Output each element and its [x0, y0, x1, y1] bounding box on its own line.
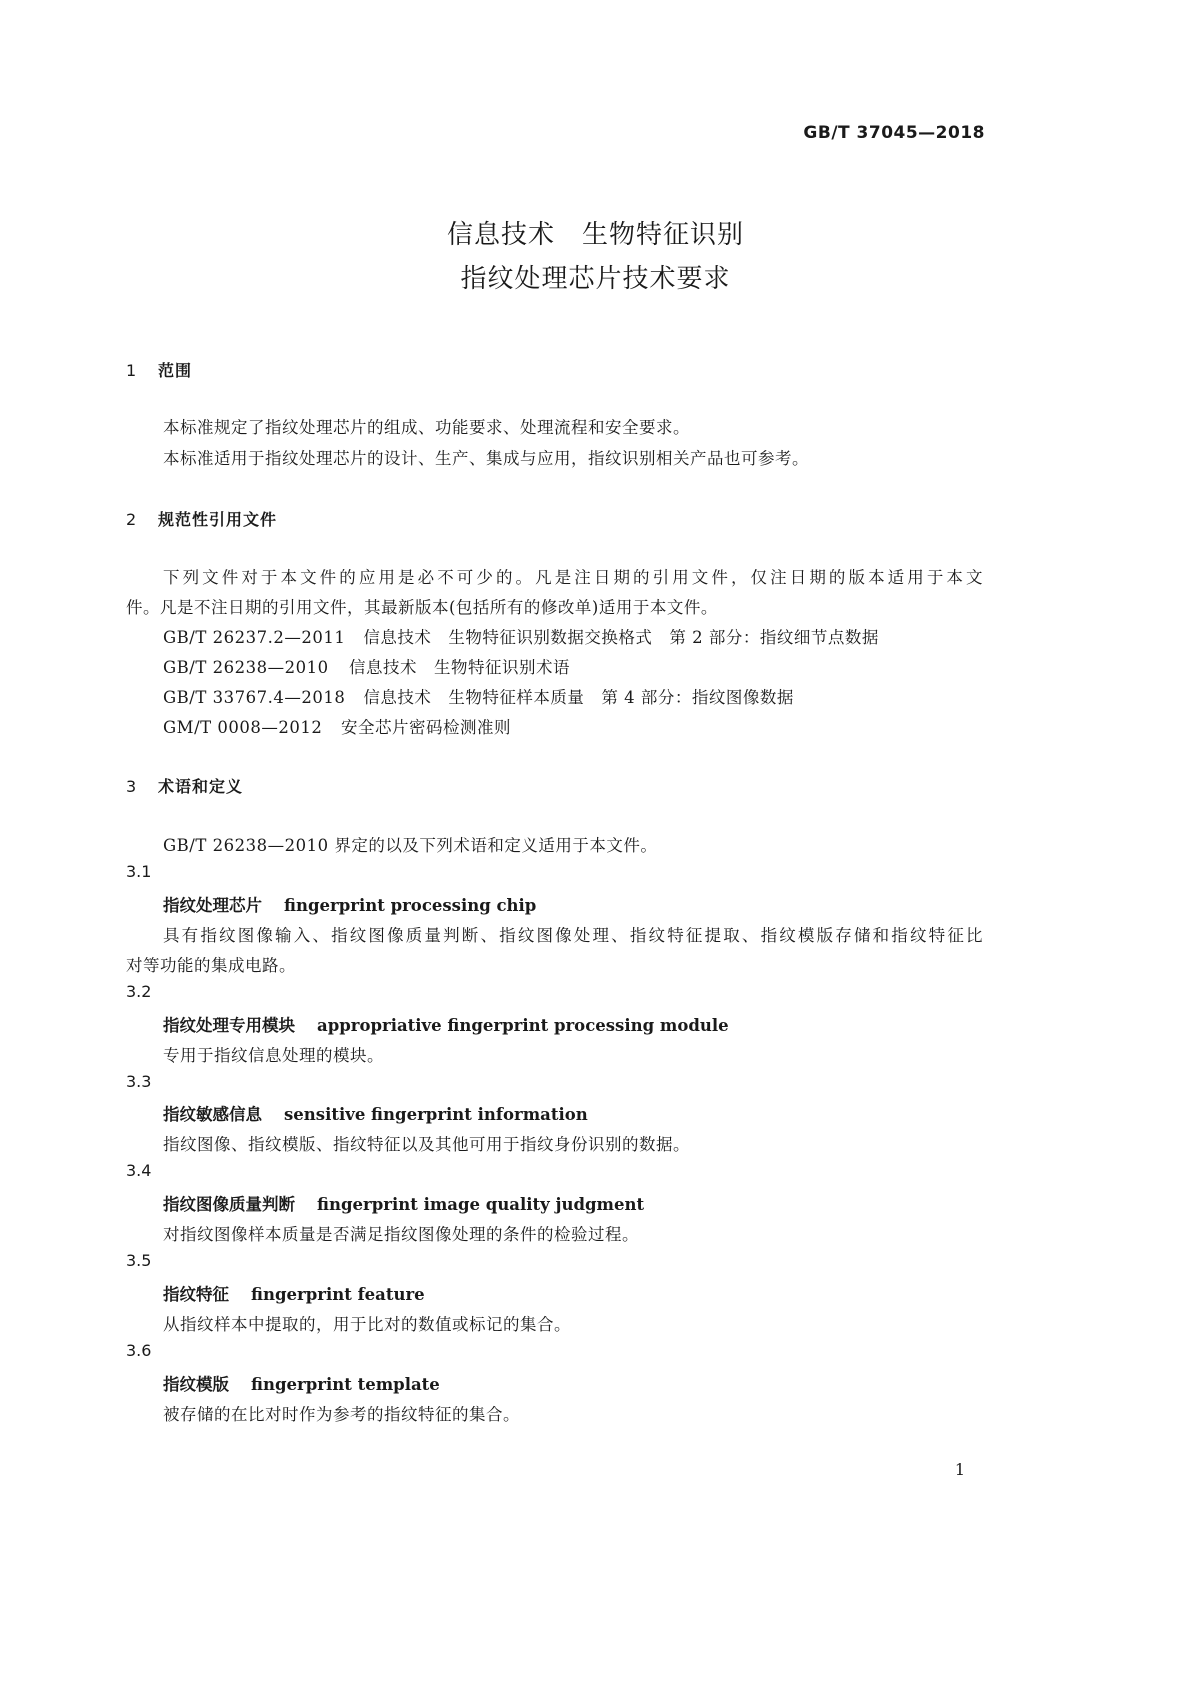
section-3-intro: GB/T 26238—2010 界定的以及下列术语和定义适用于本文件。 [163, 836, 658, 855]
term-number: 3.5 [126, 1251, 152, 1270]
reference-code: GB/T 26238—2010 [163, 658, 329, 677]
term-definition: 对指纹图像样本质量是否满足指纹图像处理的条件的检验过程。 [163, 1225, 639, 1244]
section-1-paragraph: 本标准规定了指纹处理芯片的组成、功能要求、处理流程和安全要求。 [163, 418, 690, 437]
section-2-intro-line2: 件。凡是不注日期的引用文件，其最新版本(包括所有的修改单)适用于本文件。 [126, 598, 718, 617]
document-title-line2: 指纹处理芯片技术要求 [460, 264, 731, 294]
reference-title: 信息技术 生物特征识别数据交换格式 第 2 部分：指纹细节点数据 [363, 628, 879, 647]
term-name-en: fingerprint image quality judgment [317, 1195, 645, 1214]
section-title: 规范性引用文件 [158, 510, 278, 529]
section-3-heading [126, 774, 243, 797]
term-definition: 被存储的在比对时作为参考的指纹特征的集合。 [163, 1405, 520, 1424]
reference-code: GB/T 33767.4—2018 [163, 688, 346, 707]
term-name-zh: 指纹处理专用模块 [163, 1016, 295, 1035]
reference-title: 信息技术 生物特征识别术语 [349, 658, 570, 677]
section-1-paragraph: 本标准适用于指纹处理芯片的设计、生产、集成与应用，指纹识别相关产品也可参考。 [163, 449, 809, 468]
term-name-en: sensitive fingerprint information [284, 1105, 588, 1124]
term-name-zh: 指纹模版 [163, 1375, 229, 1394]
reference-code: GB/T 26237.2—2011 [163, 628, 346, 647]
term-name-en: fingerprint feature [251, 1285, 425, 1304]
term-name [163, 892, 536, 916]
section-number: 3 [126, 777, 137, 796]
reference-code: GM/T 0008—2012 [163, 718, 323, 737]
reference-title: 信息技术 生物特征样本质量 第 4 部分：指纹图像数据 [363, 688, 794, 707]
term-definition: 指纹图像、指纹模版、指纹特征以及其他可用于指纹身份识别的数据。 [163, 1135, 690, 1154]
reference-item [163, 684, 794, 708]
term-definition: 具有指纹图像输入、指纹图像质量判断、指纹图像处理、指纹特征提取、指纹模版存储和指纹特征比 [163, 926, 983, 945]
section-number: 1 [126, 361, 137, 380]
reference-item [163, 654, 570, 678]
term-name-zh: 指纹图像质量判断 [163, 1195, 295, 1214]
section-number: 2 [126, 510, 137, 529]
section-2-heading [126, 507, 277, 530]
page-number: 1 [954, 1460, 965, 1479]
term-name-en: appropriative fingerprint processing module [317, 1016, 729, 1035]
section-title: 术语和定义 [158, 777, 244, 796]
section-title: 范围 [158, 361, 193, 380]
term-number: 3.2 [126, 982, 152, 1001]
term-name [163, 1101, 588, 1125]
standard-code: GB/T 37045—2018 [803, 123, 985, 143]
term-definition: 专用于指纹信息处理的模块。 [163, 1046, 384, 1065]
term-name [163, 1191, 644, 1215]
term-name-zh: 指纹敏感信息 [163, 1105, 262, 1124]
term-number: 3.3 [126, 1072, 152, 1091]
term-name [163, 1012, 729, 1036]
term-number: 3.6 [126, 1341, 152, 1360]
reference-item [163, 714, 511, 738]
term-number: 3.1 [126, 862, 152, 881]
section-1-heading [126, 358, 192, 381]
term-name [163, 1371, 440, 1395]
term-name-zh: 指纹处理芯片 [163, 896, 262, 915]
section-2-intro-line1: 下列文件对于本文件的应用是必不可少的。凡是注日期的引用文件，仅注日期的版本适用于本文 [163, 568, 983, 587]
term-definition: 从指纹样本中提取的，用于比对的数值或标记的集合。 [163, 1315, 571, 1334]
term-name [163, 1281, 425, 1305]
term-definition-cont: 对等功能的集成电路。 [126, 956, 296, 975]
reference-title: 安全芯片密码检测准则 [341, 718, 511, 737]
term-name-zh: 指纹特征 [163, 1285, 229, 1304]
term-name-en: fingerprint template [251, 1375, 440, 1394]
document-title-line1: 信息技术 生物特征识别 [446, 220, 744, 250]
term-number: 3.4 [126, 1161, 152, 1180]
reference-item [163, 624, 879, 648]
term-name-en: fingerprint processing chip [284, 896, 537, 915]
